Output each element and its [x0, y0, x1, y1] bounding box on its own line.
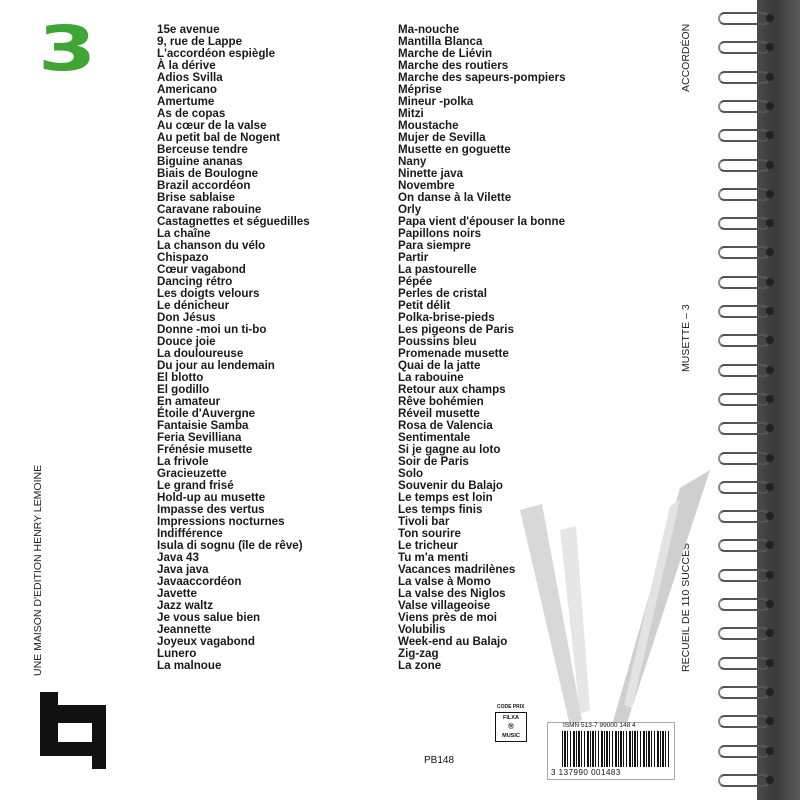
barcode-bars — [562, 731, 670, 767]
song-title: La douloureuse — [157, 347, 244, 360]
song-title: La rabouine — [398, 371, 464, 384]
song-title: Dancing rétro — [157, 275, 233, 288]
song-title: Cœur vagabond — [157, 263, 246, 276]
spine-collection-label: RECUEIL DE 110 SUCCÈS — [680, 543, 692, 672]
binding-hole — [766, 190, 774, 198]
song-title: Impasse des vertus — [157, 503, 265, 516]
spiral-ring — [718, 393, 770, 406]
song-title: Les temps finis — [398, 503, 483, 516]
song-title: On danse à la Vilette — [398, 191, 512, 204]
song-title: Indifférence — [157, 527, 223, 540]
spiral-ring — [718, 71, 770, 84]
song-title: Biais de Boulogne — [157, 167, 259, 180]
song-title: Java 43 — [157, 551, 199, 564]
song-title: Poussins bleu — [398, 335, 477, 348]
song-title: 15e avenue — [157, 23, 220, 36]
song-title: Vacances madrilènes — [398, 563, 516, 576]
spiral-ring — [718, 627, 770, 640]
binding-hole — [766, 776, 774, 784]
song-title: Week-end au Balajo — [398, 635, 508, 648]
spiral-ring — [718, 422, 770, 435]
song-title: Don Jésus — [157, 311, 216, 324]
song-title: Papillons noirs — [398, 227, 482, 240]
song-title: Fantaisie Samba — [157, 419, 249, 432]
song-title: Au cœur de la valse — [157, 119, 267, 132]
song-title: Ma-nouche — [398, 23, 460, 36]
spiral-ring — [718, 686, 770, 699]
binding-hole — [766, 278, 774, 286]
song-title: Mantilla Blanca — [398, 35, 483, 48]
spiral-ring — [718, 569, 770, 582]
spine-series-label: MUSETTE – 3 — [680, 304, 692, 372]
song-title: À la dérive — [157, 59, 216, 72]
song-title: Americano — [157, 83, 217, 96]
spiral-ring — [718, 217, 770, 230]
decorative-v-graphic — [520, 470, 710, 740]
binding-hole — [766, 395, 774, 403]
spiral-ring — [718, 539, 770, 552]
spine-instrument-label: ACCORDÉON — [680, 23, 692, 92]
song-title: Biguine ananas — [157, 155, 243, 168]
song-title: Pépée — [398, 275, 433, 288]
song-title: Mitzi — [398, 107, 424, 120]
song-title: Amertume — [157, 95, 215, 108]
song-title: Le tricheur — [398, 539, 458, 552]
binding-hole — [766, 73, 774, 81]
song-title: Brise sablaise — [157, 191, 235, 204]
price-logo-line-1: FILXA — [503, 715, 519, 721]
song-title: Gracieuzette — [157, 467, 227, 480]
song-title: La malnoue — [157, 659, 222, 672]
binding-hole — [766, 747, 774, 755]
song-title: Impressions nocturnes — [157, 515, 285, 528]
price-logo-line-3: MUSIC — [502, 733, 520, 739]
song-title: El godillo — [157, 383, 210, 396]
song-title: Petit délit — [398, 299, 451, 312]
binding-hole — [766, 600, 774, 608]
song-title: Joyeux vagabond — [157, 635, 255, 648]
song-title: Musette en goguette — [398, 143, 511, 156]
song-title: Para siempre — [398, 239, 471, 252]
song-title: As de copas — [157, 107, 226, 120]
spiral-ring — [718, 452, 770, 465]
spiral-ring — [718, 774, 770, 787]
song-title: Retour aux champs — [398, 383, 506, 396]
song-title: Lunero — [157, 647, 197, 660]
song-title: Tivoli bar — [398, 515, 450, 528]
song-title: Étoile d'Auvergne — [157, 407, 256, 420]
song-title: Zig-zag — [398, 647, 439, 660]
binding-hole — [766, 571, 774, 579]
song-title: El blotto — [157, 371, 204, 384]
song-title: Donne -moi un ti-bo — [157, 323, 267, 336]
song-title: Le dénicheur — [157, 299, 230, 312]
song-title: Jazz waltz — [157, 599, 214, 612]
song-title: Perles de cristal — [398, 287, 487, 300]
song-title: Frénésie musette — [157, 443, 253, 456]
binding-hole — [766, 659, 774, 667]
song-title: La chanson du vélo — [157, 239, 266, 252]
spiral-ring — [718, 305, 770, 318]
song-title: Le temps est loin — [398, 491, 493, 504]
song-title: Nany — [398, 155, 427, 168]
song-title: Méprise — [398, 83, 442, 96]
song-title: Rosa de Valencia — [398, 419, 493, 432]
song-title: Douce joie — [157, 335, 216, 348]
song-title: 9, rue de Lappe — [157, 35, 243, 48]
binding-hole — [766, 161, 774, 169]
catalog-code: PB148 — [424, 755, 455, 766]
binding-hole — [766, 102, 774, 110]
song-title: Valse villageoise — [398, 599, 491, 612]
barcode-digits: 3 137990 001483 — [551, 768, 621, 777]
song-title: Solo — [398, 467, 424, 480]
volume-number: 3 — [38, 12, 94, 85]
spiral-ring — [718, 364, 770, 377]
song-title: Rêve bohémien — [398, 395, 484, 408]
song-title: Volubilis — [398, 623, 446, 636]
binding-hole — [766, 688, 774, 696]
spiral-ring — [718, 159, 770, 172]
binding-hole — [766, 483, 774, 491]
song-title: La chaîne — [157, 227, 211, 240]
spiral-ring — [718, 657, 770, 670]
song-title: La pastourelle — [398, 263, 477, 276]
code-prix-label: CODE PRIX — [497, 704, 525, 710]
price-logo — [495, 712, 527, 742]
song-title: Mineur -polka — [398, 95, 474, 108]
song-title: Isula di sognu (île de rêve) — [157, 539, 303, 552]
spiral-ring — [718, 745, 770, 758]
song-title: Marche des routiers — [398, 59, 509, 72]
song-title: Ninette java — [398, 167, 464, 180]
song-title: Moustache — [398, 119, 459, 132]
song-title: En amateur — [157, 395, 221, 408]
song-title: Si je gagne au loto — [398, 443, 501, 456]
price-logo-line-2: Ⓦ — [508, 724, 514, 730]
song-title: Le grand frisé — [157, 479, 234, 492]
spiral-ring — [718, 481, 770, 494]
song-title: Feria Sevilliana — [157, 431, 242, 444]
song-title: Viens près de moi — [398, 611, 498, 624]
ismn-number: ISMN 513-7 99000 148 4 — [563, 722, 636, 729]
song-title: La valse des Niglos — [398, 587, 506, 600]
song-title: La zone — [398, 659, 442, 672]
song-title: Marche des sapeurs-pompiers — [398, 71, 566, 84]
song-title: Chispazo — [157, 251, 209, 264]
spiral-ring — [718, 510, 770, 523]
song-title: Du jour au lendemain — [157, 359, 275, 372]
song-title: Java java — [157, 563, 209, 576]
song-title: Marche de Liévin — [398, 47, 493, 60]
song-title: Les pigeons de Paris — [398, 323, 514, 336]
spiral-ring — [718, 41, 770, 54]
song-title: Quai de la jatte — [398, 359, 481, 372]
spiral-ring — [718, 715, 770, 728]
binding-hole — [766, 307, 774, 315]
song-title: Polka-brise-pieds — [398, 311, 495, 324]
song-title: Jeannette — [157, 623, 212, 636]
song-title: Au petit bal de Nogent — [157, 131, 281, 144]
song-title: L'accordéon espiègle — [157, 47, 276, 60]
song-title: Papa vient d'épouser la bonne — [398, 215, 566, 228]
binding-hole — [766, 366, 774, 374]
song-title: Javaaccordéon — [157, 575, 242, 588]
binding-hole — [766, 14, 774, 22]
song-title: Tu m'a menti — [398, 551, 469, 564]
song-title: Je vous salue bien — [157, 611, 261, 624]
song-title: Hold-up au musette — [157, 491, 266, 504]
binding-hole — [766, 454, 774, 462]
spiral-ring — [718, 12, 770, 25]
song-title: Ton sourire — [398, 527, 461, 540]
song-title: Souvenir du Balajo — [398, 479, 504, 492]
song-title: La valse à Momo — [398, 575, 491, 588]
song-title: Réveil musette — [398, 407, 480, 420]
song-title: Javette — [157, 587, 197, 600]
song-title: Promenade musette — [398, 347, 509, 360]
song-title: Castagnettes et séguedilles — [157, 215, 310, 228]
spiral-ring — [718, 188, 770, 201]
spiral-ring — [718, 100, 770, 113]
title-list-left — [157, 24, 310, 672]
song-title: Berceuse tendre — [157, 143, 248, 156]
spiral-ring — [718, 276, 770, 289]
song-title: Caravane rabouine — [157, 203, 262, 216]
spiral-ring — [718, 246, 770, 259]
publisher-line: UNE MAISON D'EDITION HENRY LEMOINE — [32, 464, 44, 676]
song-title: Les doigts velours — [157, 287, 260, 300]
song-title: Adios Svilla — [157, 71, 223, 84]
spiral-ring — [718, 598, 770, 611]
spiral-ring — [718, 334, 770, 347]
song-title: Orly — [398, 203, 422, 216]
song-title: Novembre — [398, 179, 455, 192]
spiral-ring — [718, 129, 770, 142]
song-title: Soir de Paris — [398, 455, 469, 468]
song-title: Partir — [398, 251, 429, 264]
song-title: Mujer de Sevilla — [398, 131, 486, 144]
song-title: La frivole — [157, 455, 209, 468]
song-title: Sentimentale — [398, 431, 471, 444]
song-title: Brazil accordéon — [157, 179, 251, 192]
